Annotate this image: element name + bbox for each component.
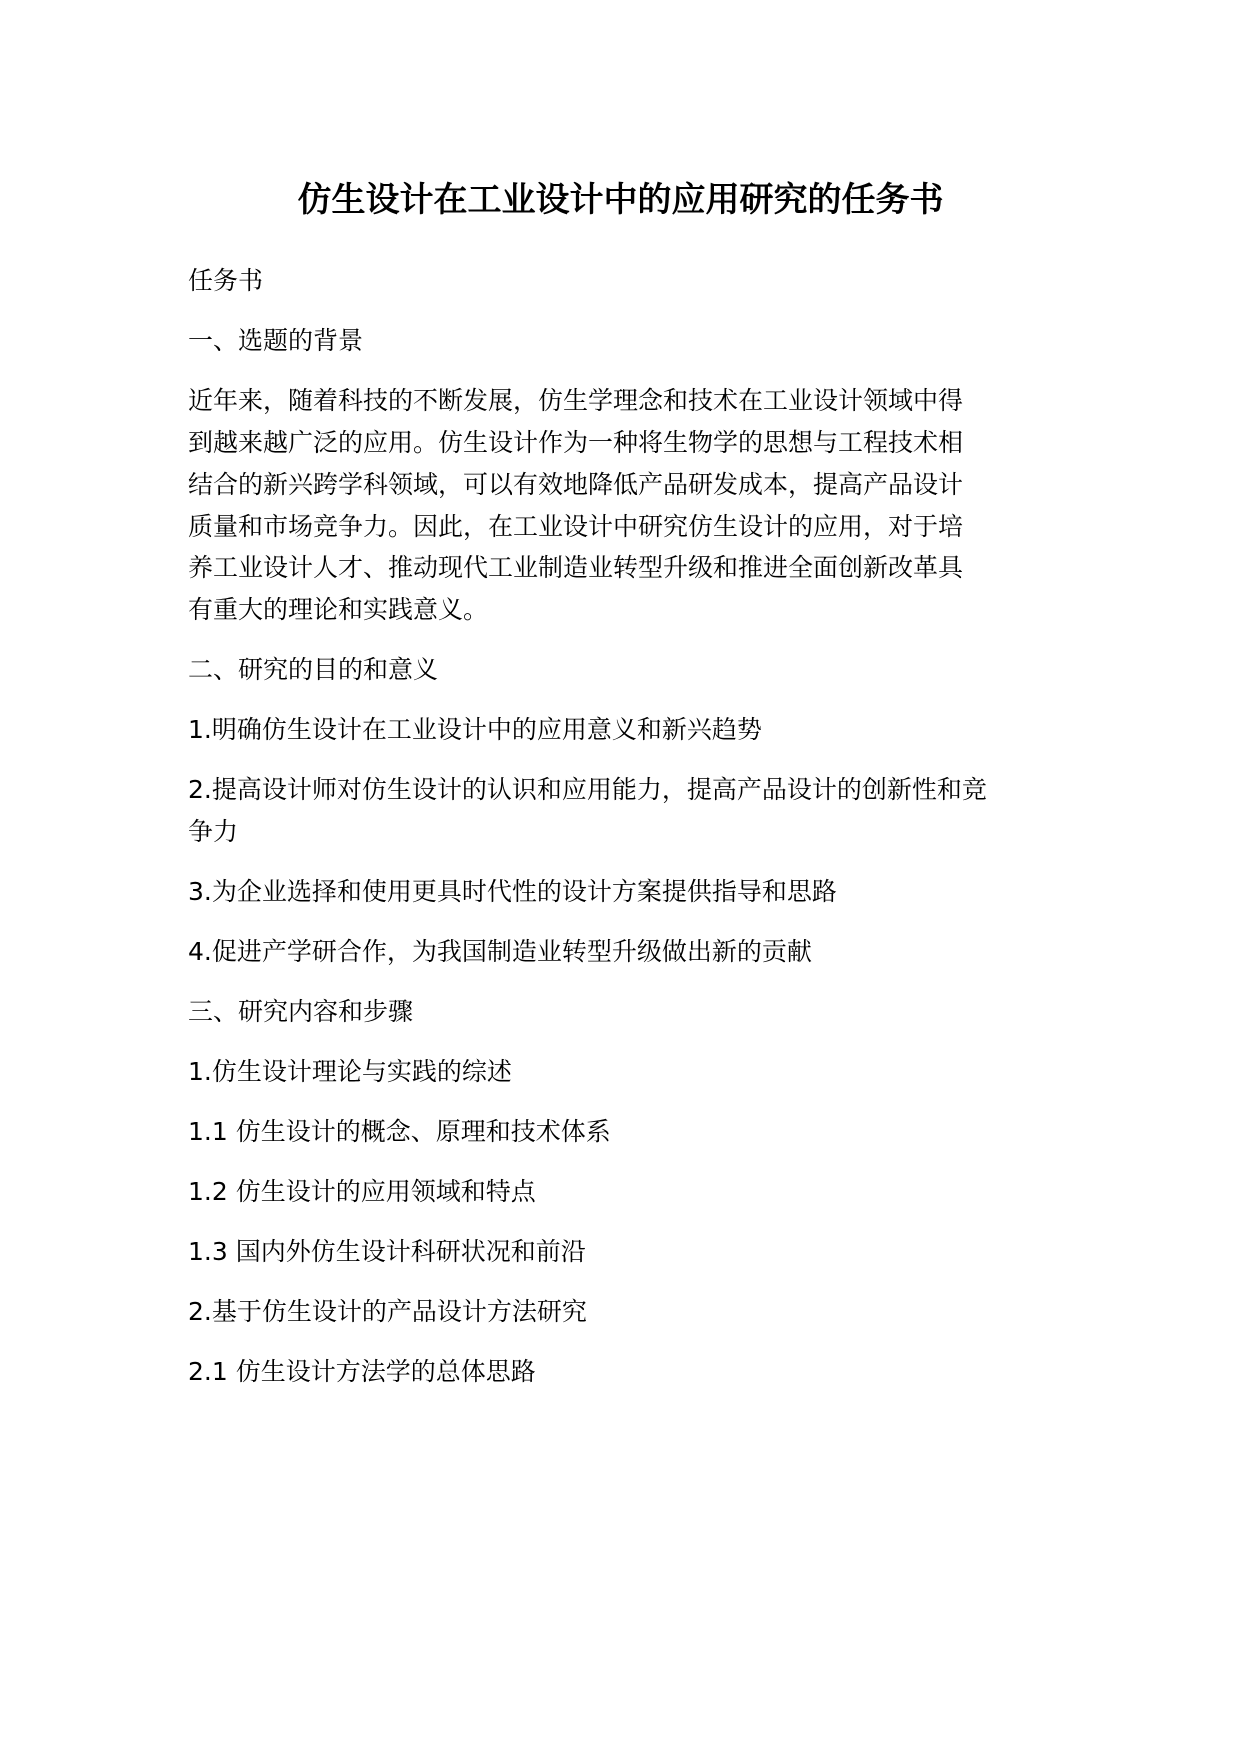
document-label: 任务书: [188, 266, 264, 295]
content-subitem: 1.2 仿生设计的应用领域和特点: [188, 1177, 536, 1206]
section-heading-purpose: 二、研究的目的和意义: [188, 655, 439, 684]
section-heading-content: 三、研究内容和步骤: [188, 997, 414, 1026]
document-title: 仿生设计在工业设计中的应用研究的任务书: [297, 180, 944, 220]
content-subitem: 1.3 国内外仿生设计科研状况和前沿: [188, 1237, 586, 1266]
section-heading-background: 一、选题的背景: [188, 326, 364, 355]
content-item: 2.基于仿生设计的产品设计方法研究: [188, 1297, 587, 1326]
background-paragraph-line: 有重大的理论和实践意义。: [188, 595, 489, 624]
background-paragraph-line: 养工业设计人才、推动现代工业制造业转型升级和推进全面创新改革具: [188, 553, 964, 582]
background-paragraph-line: 结合的新兴跨学科领域，可以有效地降低产品研发成本，提高产品设计: [188, 470, 964, 499]
background-paragraph-line: 质量和市场竞争力。因此，在工业设计中研究仿生设计的应用，对于培: [188, 512, 964, 541]
background-paragraph-line: 到越来越广泛的应用。仿生设计作为一种将生物学的思想与工程技术相: [188, 428, 964, 457]
background-paragraph-line: 近年来，随着科技的不断发展，仿生学理念和技术在工业设计领域中得: [188, 386, 964, 415]
purpose-item: 1.明确仿生设计在工业设计中的应用意义和新兴趋势: [188, 715, 762, 744]
purpose-item: 4.促进产学研合作，为我国制造业转型升级做出新的贡献: [188, 937, 812, 966]
purpose-item-continuation: 争力: [188, 817, 239, 846]
content-subitem: 2.1 仿生设计方法学的总体思路: [188, 1357, 536, 1386]
content-subitem: 1.1 仿生设计的概念、原理和技术体系: [188, 1117, 611, 1146]
purpose-item: 3.为企业选择和使用更具时代性的设计方案提供指导和思路: [188, 877, 837, 906]
purpose-item: 2.提高设计师对仿生设计的认识和应用能力，提高产品设计的创新性和竞: [188, 775, 987, 804]
content-item: 1.仿生设计理论与实践的综述: [188, 1057, 512, 1086]
